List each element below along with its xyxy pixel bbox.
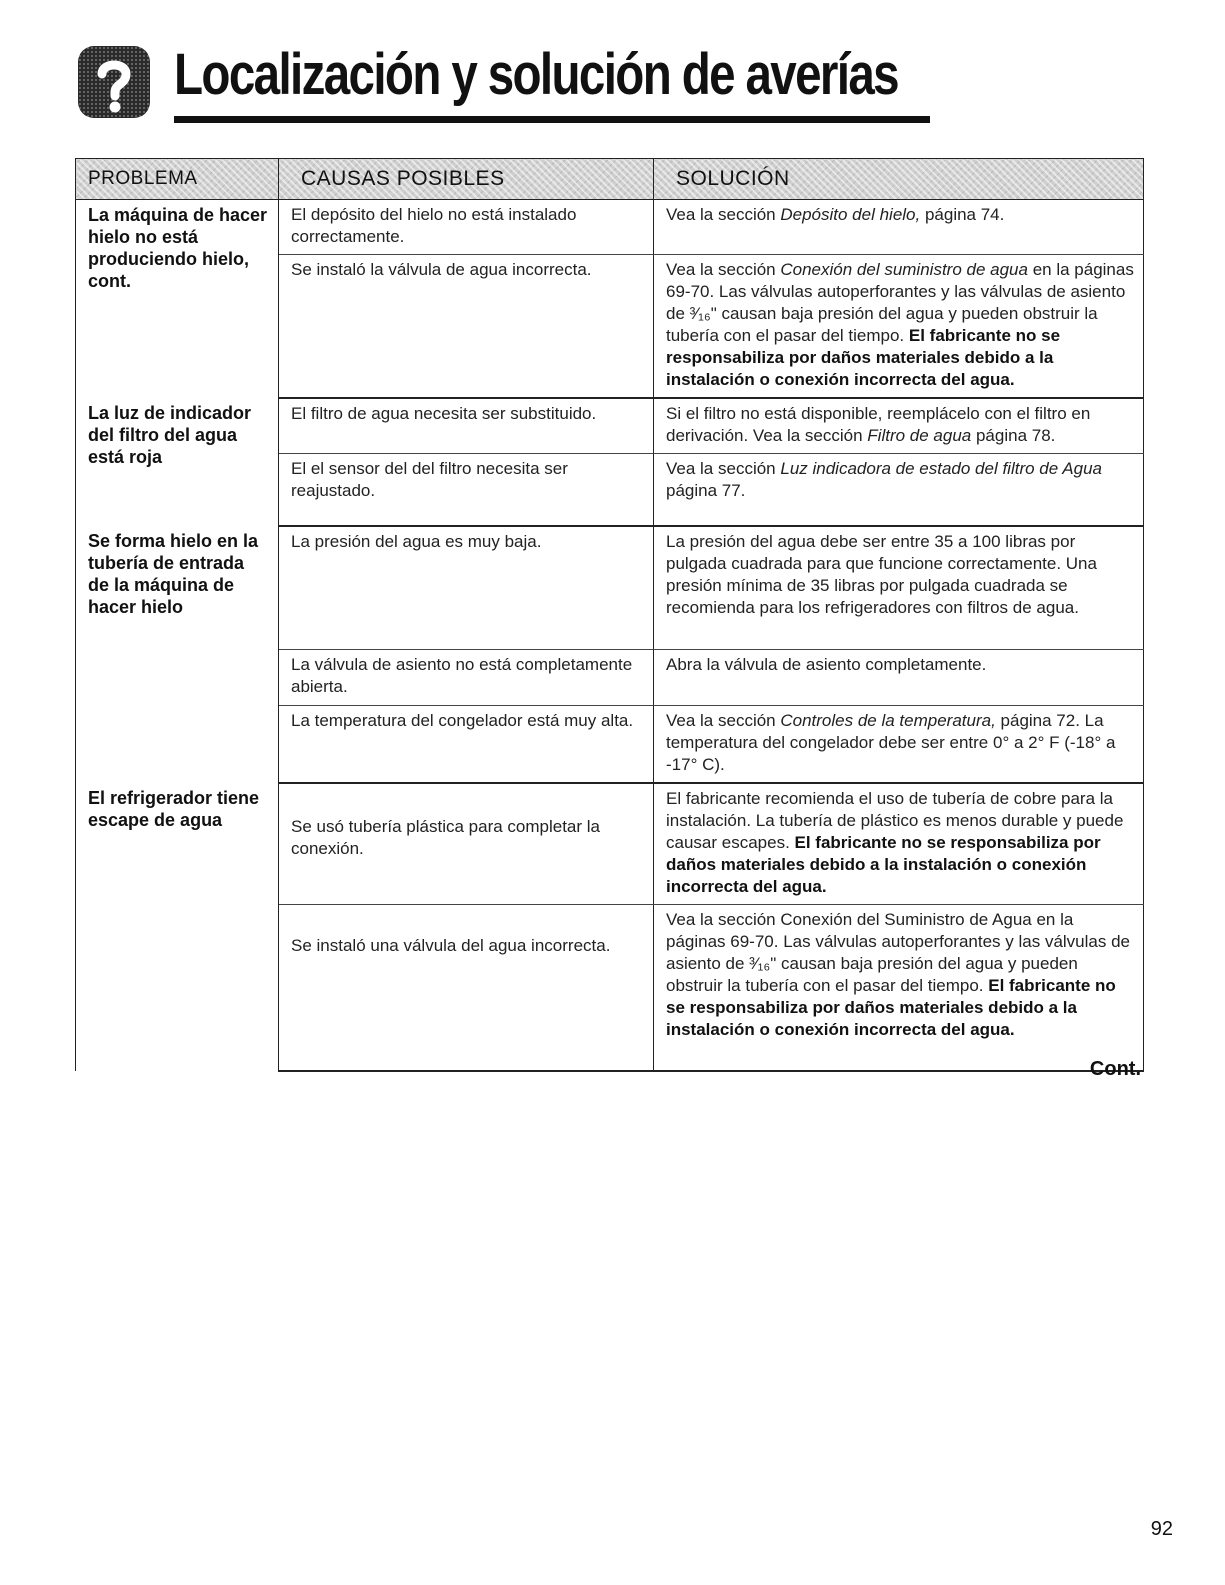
solution-bold-text: El fabricante no se responsabiliza por daños materiales debido a la instalación o conexión incorrecta del agua. (666, 326, 1061, 389)
solution-cell (654, 454, 1144, 526)
table-row (76, 200, 1144, 255)
solution-text: Vea la sección (666, 459, 781, 478)
solution-italic-text: Luz indicadora de estado del filtro de Agua (780, 459, 1103, 478)
solution-cell (654, 200, 1144, 255)
table-row (76, 398, 1144, 454)
question-mark-icon (78, 46, 150, 118)
solution-bold-text: El fabricante no se responsabiliza por daños materiales debido a la instalación o conexión incorrecta del agua. (666, 976, 1116, 1039)
solution-text: Si el filtro no está disponible, reemplácelo con el filtro en derivación. Vea la sección (666, 404, 1091, 445)
table-header-row (76, 159, 1144, 200)
solution-italic-text: Controles de la temperatura, (780, 711, 996, 730)
solution-cell (654, 398, 1144, 454)
solution-text: Vea la sección (666, 260, 781, 279)
continued-label: Cont. (1089, 1058, 1141, 1080)
solution-italic-text: Conexión del suministro de agua (780, 260, 1028, 279)
problem-cell: El refrigerador tiene escape de agua (76, 783, 279, 1071)
cause-cell: El el sensor del del filtro necesita ser reajustado. (279, 454, 654, 526)
solution-text: en la páginas 69-70. Las válvulas autoperforantes y las válvulas de asiento de ³⁄₁₆" causan baja presión del agua y pueden obstruir la tubería con el pasar del tiempo. (666, 260, 1134, 345)
cause-cell: Se instaló la válvula de agua incorrecta. (279, 255, 654, 399)
solution-cell (654, 650, 1144, 706)
solution-cell (654, 905, 1144, 1071)
title-underline (174, 116, 930, 123)
cause-cell: La presión del agua es muy baja. (279, 526, 654, 650)
page-title: Localización y solución de averías (174, 42, 898, 107)
solution-cell (654, 706, 1144, 784)
troubleshooting-table (75, 158, 1144, 1072)
header-causes: CAUSAS POSIBLES (279, 159, 654, 200)
solution-text: página 77. (666, 481, 746, 500)
solution-text: Vea la sección Conexión del Suministro de Agua en la páginas 69-70. Las válvulas autoperforantes y las válvulas de asiento de ³⁄₁₆" causan baja presión del agua y pueden obstruir la tubería con el pasar del tiempo. (666, 910, 1131, 995)
solution-text: Vea la sección (666, 711, 781, 730)
cause-cell: Se usó tubería plástica para completar la conexión. (279, 783, 654, 905)
solution-bold-text: El fabricante no se responsabiliza por daños materiales debido a la instalación o conexión incorrecta del agua. (666, 833, 1101, 896)
table-row (76, 783, 1144, 905)
solution-italic-text: Depósito del hielo, (780, 205, 921, 224)
problem-cell: La máquina de hacer hielo no está produciendo hielo, cont. (76, 200, 279, 399)
cause-cell: Se instaló una válvula del agua incorrecta. (279, 905, 654, 1071)
header-solution: SOLUCIÓN (654, 159, 1144, 200)
header-problem: PROBLEMA (76, 159, 279, 200)
solution-text: El fabricante recomienda el uso de tubería de cobre para la instalación. La tubería de plástico es menos durable y puede causar escapes. (666, 789, 1124, 852)
solution-text: La presión del agua debe ser entre 35 a 100 libras por pulgada cuadrada para que funcione correctamente. Una presión mínima de 35 libras por pulgada cuadrada se recomienda para los refrigeradores con filtros de agua. (666, 531, 1097, 617)
cause-cell: La válvula de asiento no está completamente abierta. (279, 650, 654, 706)
problem-cell: La luz de indicador del filtro del agua está roja (76, 398, 279, 526)
solution-text: Abra la válvula de asiento completamente. (666, 655, 987, 674)
solution-cell (654, 526, 1144, 650)
solution-text: página 74. (920, 205, 1005, 224)
solution-text: página 78. (971, 426, 1056, 445)
table-body (76, 200, 1144, 1071)
cause-cell: La temperatura del congelador está muy alta. (279, 706, 654, 784)
solution-cell (654, 255, 1144, 399)
solution-cell (654, 783, 1144, 905)
solution-text: página 72. La temperatura del congelador debe ser entre 0° a 2° F (-18° a -17° C). (666, 711, 1116, 774)
page-header (78, 38, 930, 128)
solution-italic-text: Filtro de agua (867, 426, 972, 445)
page-number: 92 (1150, 1518, 1173, 1540)
cause-cell: El filtro de agua necesita ser substituido. (279, 398, 654, 454)
solution-text: Vea la sección (666, 205, 781, 224)
cause-cell: El depósito del hielo no está instalado correctamente. (279, 200, 654, 255)
table-row (76, 526, 1144, 650)
problem-cell: Se forma hielo en la tubería de entrada de la máquina de hacer hielo (76, 526, 279, 784)
